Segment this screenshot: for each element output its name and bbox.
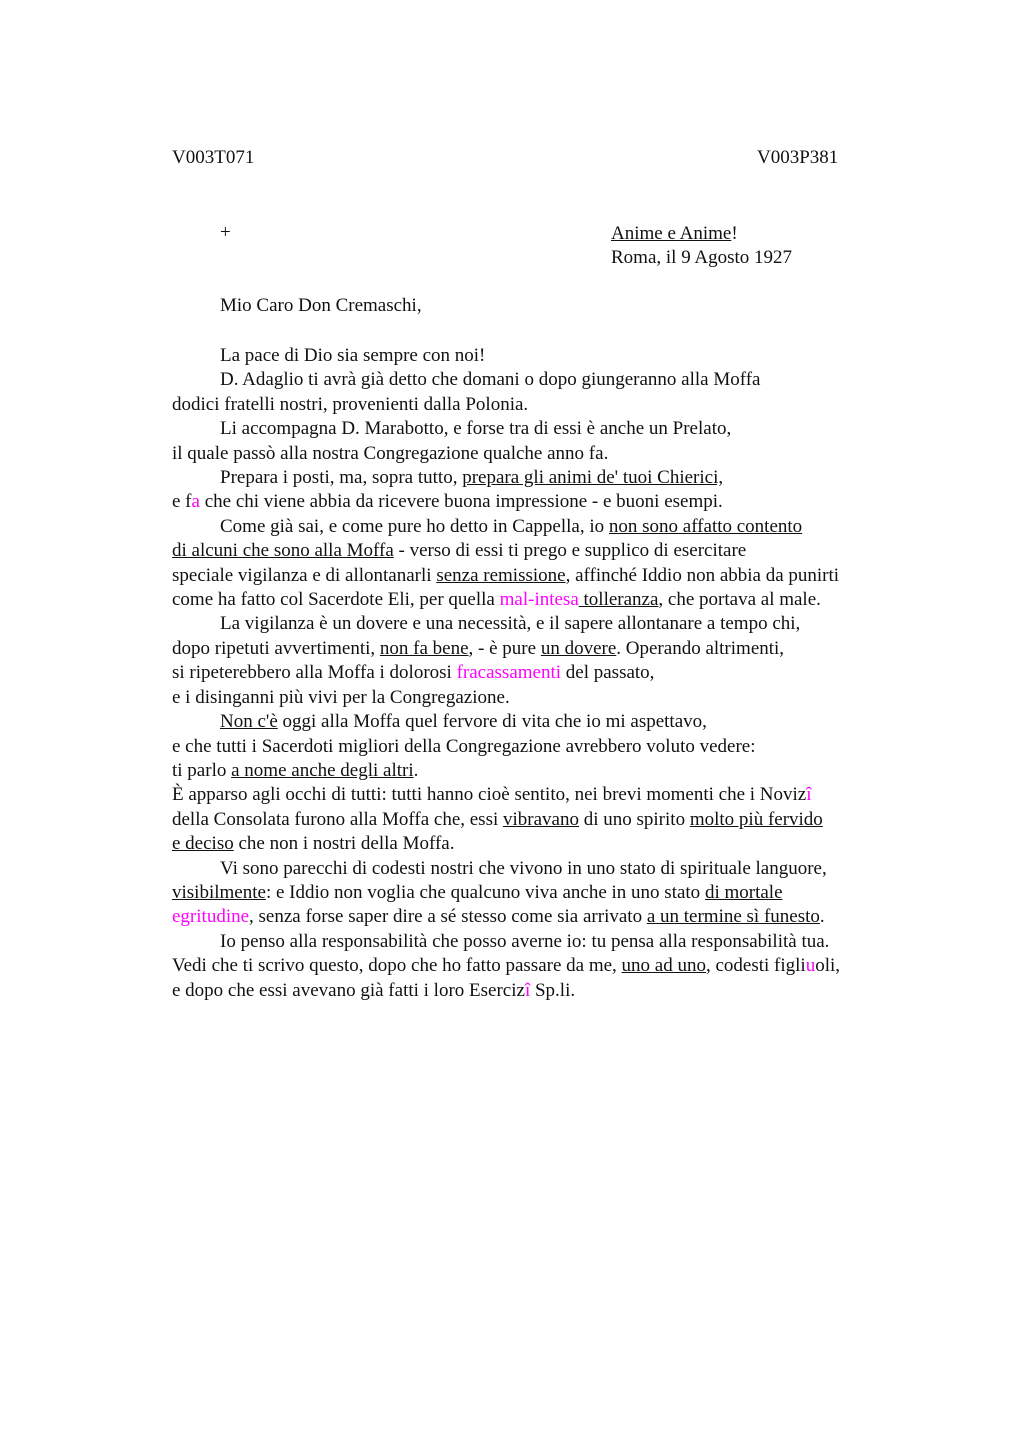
motto-line <box>611 222 792 246</box>
cross-mark: + <box>220 222 231 243</box>
text-segment: il quale passò alla nostra Congregazione qualche anno fa. <box>172 442 609 464</box>
text-line <box>172 466 912 490</box>
text-segment: , che portava al male. <box>658 589 821 611</box>
underlined-text: di alcuni che sono alla Moffa <box>172 540 394 562</box>
text-line <box>172 857 912 881</box>
text-line <box>172 515 912 539</box>
text-segment: È apparso agli occhi di tutti: tutti hanno cioè sentito, nei brevi momenti che i Noviz <box>172 784 807 806</box>
underlined-text: non sono affatto contento <box>608 515 803 537</box>
text-line <box>172 564 912 588</box>
underlined-text: uno ad uno <box>621 955 706 977</box>
text-segment: si ripeterebbero alla Moffa i dolorosi <box>172 662 457 684</box>
text-line <box>172 710 912 734</box>
text-segment: Vedi che ti scrivo questo, dopo che ho fatto passare da me, <box>172 955 622 977</box>
text-line <box>172 686 912 710</box>
text-line <box>172 881 912 905</box>
text-segment: Come già sai, e come pure ho detto in Cappella, io <box>220 515 609 537</box>
underlined-text: e deciso <box>172 833 234 855</box>
underlined-text: prepara gli animi de' tuoi Chierici, <box>462 467 724 489</box>
text-line <box>172 368 912 392</box>
text-segment: , affinché Iddio non abbia da punirti <box>565 564 840 586</box>
underlined-text: senza remissione <box>436 564 566 586</box>
text-line <box>172 490 912 514</box>
text-segment: oli, <box>815 955 841 977</box>
text-segment: Sp.li. <box>530 979 576 1001</box>
text-segment: : e Iddio non voglia che qualcuno viva anche in uno stato <box>265 881 705 903</box>
text-segment: Io penso alla responsabilità che posso averne io: tu pensa alla responsabilità tua. <box>220 930 830 952</box>
salutation: Mio Caro Don Cremaschi, <box>220 295 422 316</box>
underlined-text: a un termine sì funesto <box>646 906 820 928</box>
text-segment: che non i nostri della Moffa. <box>233 833 455 855</box>
motto: Anime e Anime <box>611 223 732 244</box>
document-code-right: V003P381 <box>757 147 839 168</box>
text-segment: speciale vigilanza e di allontanarli <box>172 564 437 586</box>
highlighted-text: a <box>191 491 200 513</box>
text-segment: Li accompagna D. Marabotto, e forse tra di essi è anche un Prelato, <box>220 418 732 440</box>
text-segment: ti parlo <box>172 759 232 781</box>
text-segment: D. Adaglio ti avrà già detto che domani o dopo giungeranno alla Moffa <box>220 369 761 391</box>
underlined-text: tolleranza <box>578 589 659 611</box>
highlighted-text: î <box>524 979 531 1001</box>
text-segment: oggi alla Moffa quel fervore di vita che io mi aspettavo, <box>277 711 707 733</box>
underlined-text: vibravano <box>503 808 579 830</box>
text-line <box>172 637 912 661</box>
text-line <box>172 393 912 417</box>
underlined-text: un dovere <box>540 637 617 659</box>
text-segment: e i disinganni più vivi per la Congregazione. <box>172 686 510 708</box>
text-segment: , codesti figli <box>705 955 806 977</box>
highlighted-text: fracassamenti <box>456 662 562 684</box>
underlined-text: molto più fervido <box>689 808 823 830</box>
text-line <box>172 954 912 978</box>
place-and-date <box>611 222 792 271</box>
text-segment: come ha fatto col Sacerdote Eli, per quella <box>172 589 500 611</box>
text-line <box>172 442 912 466</box>
text-segment: di uno spirito <box>578 808 690 830</box>
text-segment: dodici fratelli nostri, provenienti dalla Polonia. <box>172 393 529 415</box>
text-segment: , senza forse saper dire a sé stesso come sia arrivato <box>249 906 647 928</box>
text-segment: . Operando altrimenti, <box>616 637 785 659</box>
text-segment: Vi sono parecchi di codesti nostri che vivono in uno stato di spirituale languore, <box>220 857 827 879</box>
text-segment: Prepara i posti, ma, sopra tutto, <box>220 467 463 489</box>
highlighted-text: î <box>806 784 812 806</box>
text-segment: e dopo che essi avevano già fatti i loro Eserciz <box>172 979 525 1001</box>
text-line <box>172 832 912 856</box>
text-line <box>172 344 912 368</box>
text-line <box>172 612 912 636</box>
text-line <box>172 783 912 807</box>
text-line <box>172 588 912 612</box>
underlined-text: a nome anche degli altri <box>231 759 414 781</box>
text-segment: La vigilanza è un dovere e una necessità, e il sapere allontanare a tempo chi, <box>220 613 801 635</box>
text-segment: della Consolata furono alla Moffa che, essi <box>172 808 503 830</box>
underlined-text: di mortale <box>704 881 783 903</box>
text-line <box>172 417 912 441</box>
motto-punctuation: ! <box>731 223 738 244</box>
text-segment: La pace di Dio sia sempre con noi! <box>220 345 486 366</box>
text-segment: che chi viene abbia da ricevere buona impressione - e buoni esempi. <box>199 491 723 513</box>
text-segment: , - è pure <box>468 637 541 659</box>
text-line <box>172 759 912 783</box>
text-segment: e che tutti i Sacerdoti migliori della Congregazione avrebbero voluto vedere: <box>172 735 756 757</box>
text-segment: del passato, <box>561 662 655 684</box>
text-segment: - verso di essi ti prego e supplico di esercitare <box>393 540 747 562</box>
text-line <box>172 661 912 685</box>
text-segment: e f <box>172 491 192 513</box>
highlighted-text: u <box>805 955 816 977</box>
text-segment: dopo ripetuti avvertimenti, <box>172 637 380 659</box>
text-line <box>172 905 912 929</box>
text-segment: . <box>413 759 419 781</box>
text-line <box>172 979 912 1003</box>
document-code-left: V003T071 <box>172 147 255 168</box>
text-line <box>172 735 912 759</box>
highlighted-text: mal-intesa <box>499 589 579 611</box>
highlighted-text: egritudine <box>172 906 250 928</box>
text-line <box>172 539 912 563</box>
underlined-text: non fa bene <box>379 637 469 659</box>
text-segment: . <box>819 906 825 928</box>
text-line <box>172 808 912 832</box>
text-line <box>172 930 912 954</box>
underlined-text: Non c'è <box>220 711 278 733</box>
date-line: Roma, il 9 Agosto 1927 <box>611 247 793 269</box>
letter-body <box>172 344 912 1003</box>
underlined-text: visibilmente <box>172 881 266 903</box>
